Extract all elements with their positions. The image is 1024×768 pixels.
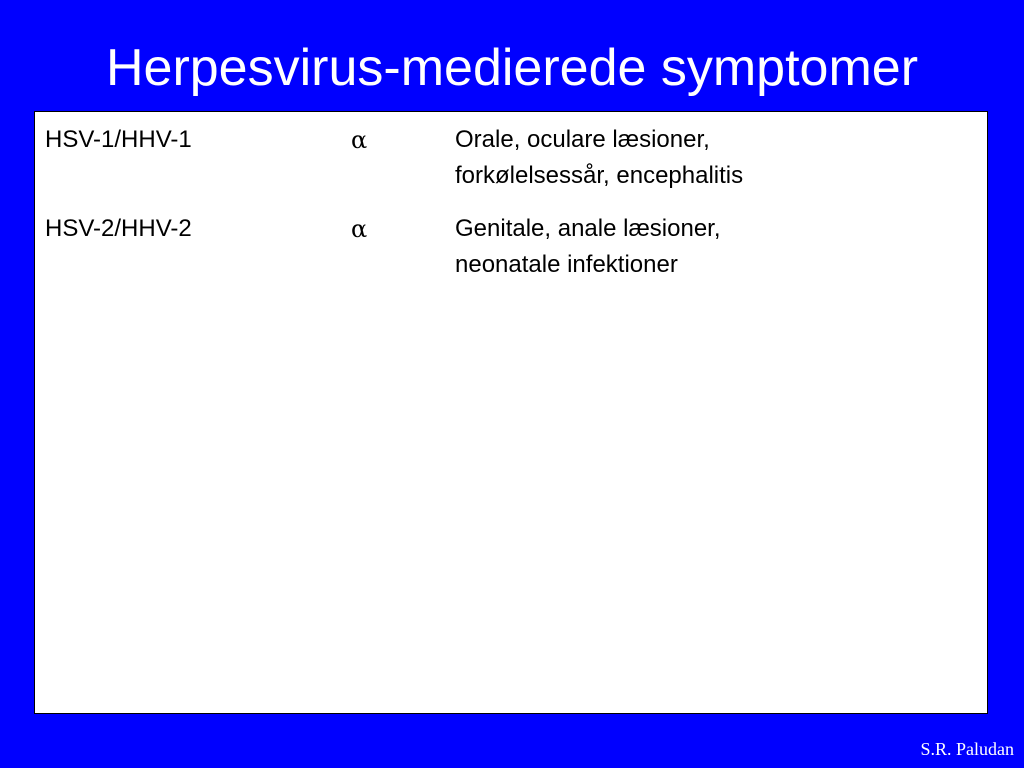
symptoms-text (455, 122, 975, 194)
virus-name: HSV-2/HHV-2 (45, 215, 192, 242)
symptoms-line: forkølelsessår, encephalitis (455, 162, 744, 189)
subfamily-symbol: α (351, 215, 368, 243)
slide-title: Herpesvirus-medierede symptomer (105, 39, 919, 97)
author-footer: S.R. Paludan (920, 739, 1014, 759)
symptoms-line: neonatale infektioner (455, 251, 678, 278)
content-panel (34, 111, 988, 714)
symptoms-line: Orale, oculare læsioner, (455, 126, 710, 153)
subfamily-symbol: α (351, 126, 368, 154)
symptoms-line: Genitale, anale læsioner, (455, 215, 721, 242)
symptoms-text (455, 211, 975, 283)
virus-name: HSV-1/HHV-1 (45, 126, 192, 153)
